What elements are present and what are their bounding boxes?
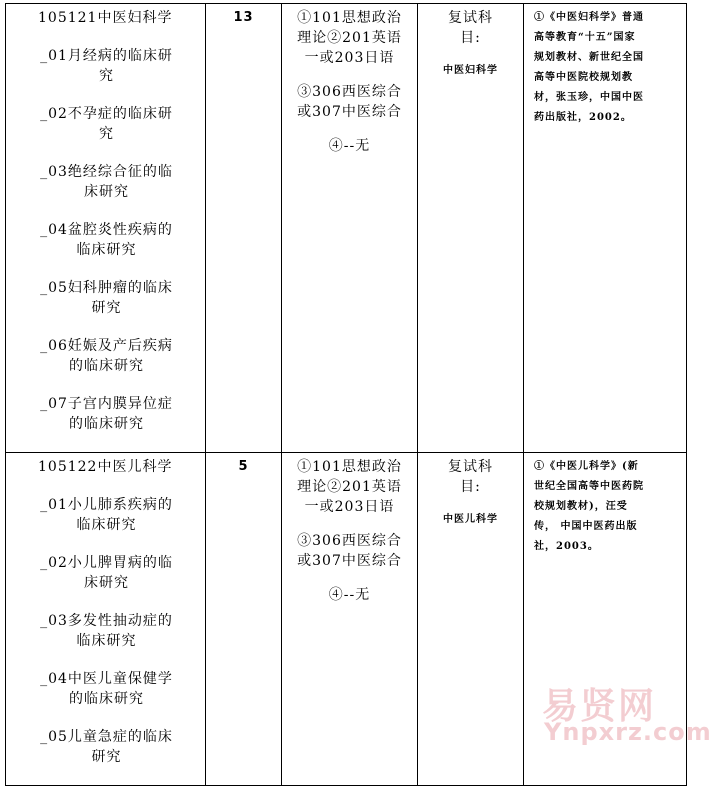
reference-line: 高等教育“十五”国家 xyxy=(534,32,636,43)
direction-item: _06妊娠及产后疾病 的临床研究 xyxy=(40,338,173,374)
retest-label: 复试科 xyxy=(448,10,493,26)
exam-line: ③306西医综合 xyxy=(297,533,402,549)
reference-line: 校规划教材)，汪受 xyxy=(534,501,628,512)
exam-subjects-cell xyxy=(282,4,418,453)
reference-line: ①《中医儿科学》(新 xyxy=(534,461,639,472)
retest-subject: 中医妇科学 xyxy=(443,65,498,76)
retest-subject-cell xyxy=(418,453,524,786)
direction-item: _03多发性抽动症的 临床研究 xyxy=(40,613,173,649)
reference-line: 世纪全国高等中医药院 xyxy=(534,481,644,492)
reference-books-cell xyxy=(524,4,687,453)
exam-line: ④--无 xyxy=(328,587,371,603)
retest-label: 目: xyxy=(460,479,481,495)
enrollment-count-cell xyxy=(206,453,282,786)
table-row xyxy=(6,4,687,453)
direction-item: _01月经病的临床研 究 xyxy=(40,48,173,84)
direction-item: _05妇科肿瘤的临床 研究 xyxy=(40,280,173,316)
direction-item: _02小儿脾胃病的临 床研究 xyxy=(40,555,173,591)
reference-line: ①《中医妇科学》普通 xyxy=(534,12,644,23)
direction-item: _01小儿肺系疾病的 临床研究 xyxy=(40,497,173,533)
reference-line: 传， 中国中医药出版 xyxy=(534,521,638,532)
major-code: 105122中医儿科学 xyxy=(38,459,173,475)
exam-line: ③306西医综合 xyxy=(297,84,402,100)
reference-line: 高等中医院校规划教 xyxy=(534,72,633,83)
direction-item: _05儿童急症的临床 研究 xyxy=(40,729,173,765)
exam-line: ④--无 xyxy=(328,138,371,154)
reference-line: 社，2003。 xyxy=(534,541,599,552)
retest-subject: 中医儿科学 xyxy=(443,514,498,525)
enrollment-count: 5 xyxy=(238,459,249,474)
direction-item: _07子宫内膜异位症 的临床研究 xyxy=(40,396,173,432)
reference-line: 药出版社，2002。 xyxy=(534,112,632,123)
exam-line: 一或203日语 xyxy=(304,50,395,66)
exam-subjects-cell xyxy=(282,453,418,786)
major-code: 105121中医妇科学 xyxy=(38,10,173,26)
reference-line: 材，张玉珍，中国中医 xyxy=(534,92,644,103)
research-directions-cell xyxy=(6,453,206,786)
exam-line: 或307中医综合 xyxy=(297,553,402,569)
enrollment-count-cell xyxy=(206,4,282,453)
retest-label: 复试科 xyxy=(448,459,493,475)
watermark-logo-text: 易贤网 xyxy=(542,686,657,727)
research-directions-cell xyxy=(6,4,206,453)
exam-line: ①101思想政治 xyxy=(297,10,402,26)
exam-line: 理论②201英语 xyxy=(297,30,402,46)
reference-line: 规划教材、新世纪全国 xyxy=(534,52,644,63)
site-watermark xyxy=(540,678,712,750)
watermark-url-text: Ynpxrz.com xyxy=(544,718,712,746)
exam-line: 或307中医综合 xyxy=(297,104,402,120)
exam-line: 理论②201英语 xyxy=(297,479,402,495)
admissions-table xyxy=(5,3,687,786)
direction-item: _04中医儿童保健学 的临床研究 xyxy=(40,671,173,707)
exam-line: ①101思想政治 xyxy=(297,459,402,475)
direction-item: _02不孕症的临床研 究 xyxy=(40,106,173,142)
direction-item: _04盆腔炎性疾病的 临床研究 xyxy=(40,222,173,258)
direction-item: _03绝经综合征的临 床研究 xyxy=(40,164,173,200)
retest-subject-cell xyxy=(418,4,524,453)
enrollment-count: 13 xyxy=(233,10,254,25)
retest-label: 目: xyxy=(460,30,481,46)
exam-line: 一或203日语 xyxy=(304,499,395,515)
